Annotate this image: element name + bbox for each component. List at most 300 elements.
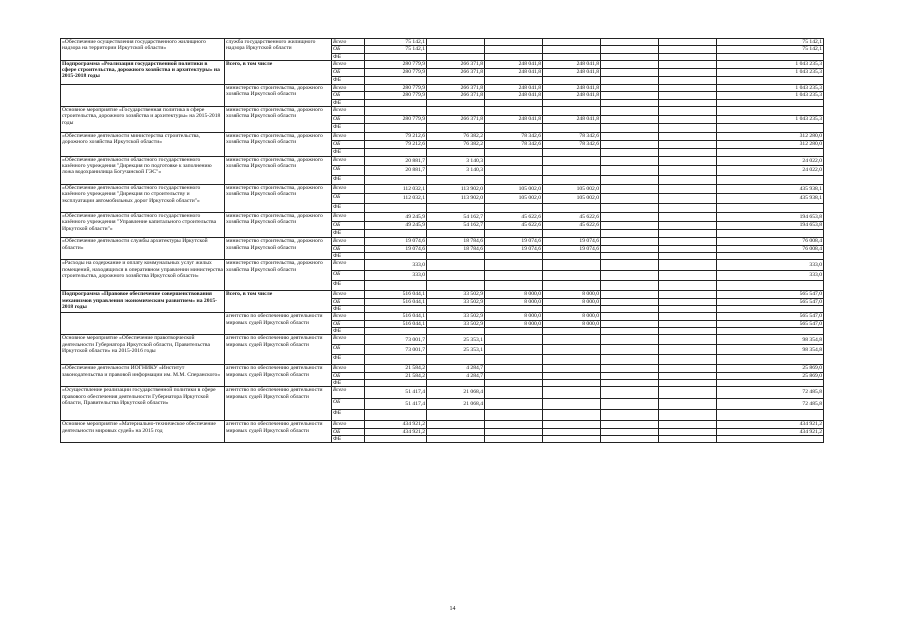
amount-cell — [485, 409, 543, 420]
amount-cell — [659, 148, 717, 156]
amount-cell — [543, 260, 601, 270]
table-row — [61, 291, 824, 298]
table-row — [61, 335, 824, 345]
amount-cell: 49 245,9 — [365, 221, 427, 229]
amount-cell: 51 417,4 — [365, 387, 427, 398]
amount-cell — [427, 327, 485, 334]
amount-cell — [659, 260, 717, 270]
amount-cell — [601, 320, 659, 327]
amount-cell — [601, 53, 659, 60]
amount-cell — [601, 398, 659, 409]
amount-cell: 248 041,8 — [543, 85, 601, 92]
budget-table — [60, 38, 824, 443]
amount-cell — [659, 306, 717, 313]
amount-cell — [427, 355, 485, 365]
funding-source-cell: Всего — [332, 313, 365, 320]
amount-cell — [427, 306, 485, 313]
amount-cell — [601, 421, 659, 428]
amount-cell: 54 162,7 — [427, 213, 485, 221]
amount-cell — [601, 185, 659, 194]
amount-cell — [543, 281, 601, 291]
funding-source-cell: ФБ — [332, 327, 365, 334]
amount-cell: 8 000,0 — [543, 320, 601, 327]
amount-cell — [365, 203, 427, 212]
amount-cell: 112 032,1 — [365, 194, 427, 203]
amount-cell — [601, 46, 659, 53]
measure-name-cell: «Обеспечение деятельности ИОГНИКУ «Институт законодательства и правовой информации им. М.М. Сперанского» — [61, 365, 225, 387]
table-row — [61, 107, 824, 116]
amount-cell — [601, 99, 659, 106]
amount-cell: 45 622,6 — [543, 221, 601, 229]
amount-cell — [601, 166, 659, 175]
funding-source-cell: ФБ — [332, 229, 365, 237]
amount-cell: 19 074,6 — [543, 245, 601, 252]
amount-cell — [659, 132, 717, 140]
amount-cell — [543, 166, 601, 175]
amount-cell — [485, 124, 543, 133]
amount-cell: 73 001,7 — [365, 335, 427, 345]
executor-cell: агентство по обеспечению деятельности мировых судей Иркутской области — [225, 313, 332, 335]
table-row — [61, 39, 824, 46]
amount-cell: 266 371,8 — [427, 115, 485, 124]
executor-cell: министерство строительства, дорожного хозяйства Иркутской области — [225, 213, 332, 238]
amount-cell — [601, 203, 659, 212]
amount-cell — [659, 213, 717, 221]
amount-cell: 105 002,0 — [543, 194, 601, 203]
amount-cell: 19 074,6 — [543, 238, 601, 245]
funding-source-cell: Всего — [332, 335, 365, 345]
amount-cell — [543, 435, 601, 442]
executor-cell: агентство по обеспечению деятельности мировых судей Иркутской области — [225, 421, 332, 443]
amount-cell — [427, 107, 485, 116]
amount-cell — [427, 252, 485, 259]
amount-cell — [717, 203, 824, 212]
amount-cell — [659, 60, 717, 68]
amount-cell — [601, 77, 659, 85]
amount-cell — [543, 306, 601, 313]
amount-cell — [601, 252, 659, 259]
amount-cell — [659, 252, 717, 259]
amount-cell: 1 043 235,3 — [717, 60, 824, 68]
amount-cell — [659, 335, 717, 345]
amount-cell — [543, 355, 601, 365]
amount-cell: 25 353,1 — [427, 335, 485, 345]
amount-cell — [601, 270, 659, 280]
amount-cell: 248 041,8 — [485, 60, 543, 68]
amount-cell — [485, 77, 543, 85]
amount-cell — [427, 46, 485, 53]
amount-cell — [601, 221, 659, 229]
amount-cell — [485, 380, 543, 387]
amount-cell: 78 342,6 — [543, 140, 601, 148]
amount-cell — [659, 245, 717, 252]
executor-cell: министерство строительства, дорожного хозяйства Иркутской области — [225, 156, 332, 184]
amount-cell — [659, 99, 717, 106]
amount-cell — [601, 229, 659, 237]
funding-source-cell: ОБ — [332, 428, 365, 435]
amount-cell: 8 000,0 — [543, 291, 601, 298]
amount-cell — [485, 345, 543, 355]
amount-cell: 21 068,4 — [427, 398, 485, 409]
executor-cell: Всего, в том числе — [225, 60, 332, 84]
amount-cell — [485, 270, 543, 280]
funding-source-cell: Всего — [332, 291, 365, 298]
funding-source-cell: Всего — [332, 421, 365, 428]
measure-name-cell: «Обеспечение деятельности службы архитектуры Иркутской области» — [61, 238, 225, 260]
amount-cell: 33 502,9 — [427, 298, 485, 305]
funding-source-cell: ФБ — [332, 175, 365, 184]
funding-source-cell: ФБ — [332, 124, 365, 133]
amount-cell — [543, 53, 601, 60]
amount-cell — [543, 39, 601, 46]
amount-cell — [659, 320, 717, 327]
amount-cell: 565 547,0 — [717, 291, 824, 298]
amount-cell: 72 485,8 — [717, 398, 824, 409]
table-row — [61, 365, 824, 372]
amount-cell — [485, 46, 543, 53]
amount-cell — [427, 281, 485, 291]
amount-cell — [485, 53, 543, 60]
amount-cell — [485, 107, 543, 116]
amount-cell — [601, 435, 659, 442]
amount-cell — [601, 428, 659, 435]
amount-cell: 21 584,2 — [365, 365, 427, 372]
amount-cell — [543, 156, 601, 165]
measure-name-cell: «Обеспечение деятельности областного государственного казённого учреждения "Дирекция по подготовке к заполнению ложа водохранилища Богучанской ГЭС"» — [61, 156, 225, 184]
amount-cell — [365, 229, 427, 237]
amount-cell — [601, 60, 659, 68]
executor-cell: служба государственного жилищного надзора Иркутской области — [225, 39, 332, 61]
executor-cell: министерство строительства, дорожного хозяйства Иркутской области — [225, 107, 332, 133]
amount-cell: 248 041,8 — [485, 68, 543, 76]
amount-cell: 75 142,1 — [717, 39, 824, 46]
amount-cell: 280 779,9 — [365, 92, 427, 99]
amount-cell — [601, 85, 659, 92]
amount-cell — [659, 53, 717, 60]
amount-cell: 435 938,1 — [717, 185, 824, 194]
amount-cell — [717, 53, 824, 60]
amount-cell — [601, 260, 659, 270]
amount-cell: 280 779,9 — [365, 60, 427, 68]
amount-cell — [485, 203, 543, 212]
amount-cell: 18 784,6 — [427, 238, 485, 245]
amount-cell: 76 382,2 — [427, 132, 485, 140]
amount-cell: 75 142,1 — [717, 46, 824, 53]
amount-cell — [659, 140, 717, 148]
amount-cell — [717, 306, 824, 313]
amount-cell — [485, 428, 543, 435]
amount-cell — [717, 409, 824, 420]
measure-name-cell: Основное мероприятие «Государственная политика в сфере строительства, дорожного хозяйства и архитектуры» на 2015-2018 годы — [61, 107, 225, 133]
amount-cell — [427, 77, 485, 85]
funding-source-cell: Всего — [332, 365, 365, 372]
amount-cell — [717, 175, 824, 184]
amount-cell — [485, 99, 543, 106]
amount-cell — [601, 306, 659, 313]
amount-cell: 113 902,0 — [427, 185, 485, 194]
amount-cell: 33 502,9 — [427, 313, 485, 320]
amount-cell: 21 584,2 — [365, 372, 427, 379]
amount-cell — [601, 372, 659, 379]
amount-cell — [543, 270, 601, 280]
amount-cell — [659, 238, 717, 245]
amount-cell — [659, 421, 717, 428]
table-row — [61, 60, 824, 68]
amount-cell — [427, 175, 485, 184]
amount-cell: 24 022,0 — [717, 156, 824, 165]
funding-source-cell: Всего — [332, 238, 365, 245]
amount-cell: 4 284,7 — [427, 372, 485, 379]
amount-cell — [543, 203, 601, 212]
amount-cell — [659, 327, 717, 334]
amount-cell — [659, 194, 717, 203]
amount-cell: 280 779,9 — [365, 115, 427, 124]
table-row — [61, 238, 824, 245]
amount-cell: 565 547,0 — [717, 320, 824, 327]
table-row — [61, 213, 824, 221]
amount-cell — [659, 39, 717, 46]
amount-cell — [543, 365, 601, 372]
funding-source-cell: Всего — [332, 213, 365, 221]
amount-cell — [659, 409, 717, 420]
table-row — [61, 421, 824, 428]
amount-cell: 280 779,9 — [365, 85, 427, 92]
amount-cell — [659, 85, 717, 92]
amount-cell — [659, 345, 717, 355]
amount-cell — [601, 409, 659, 420]
page-number: 14 — [449, 606, 456, 612]
amount-cell: 266 371,8 — [427, 60, 485, 68]
amount-cell — [659, 175, 717, 184]
funding-source-cell: Всего — [332, 39, 365, 46]
amount-cell — [659, 92, 717, 99]
funding-source-cell: ОБ — [332, 140, 365, 148]
amount-cell: 1 043 235,3 — [717, 68, 824, 76]
amount-cell — [717, 77, 824, 85]
amount-cell — [485, 398, 543, 409]
amount-cell — [601, 335, 659, 345]
amount-cell — [717, 281, 824, 291]
amount-cell: 33 502,9 — [427, 291, 485, 298]
amount-cell: 248 041,8 — [543, 115, 601, 124]
funding-source-cell: ОБ — [332, 46, 365, 53]
amount-cell — [659, 156, 717, 165]
amount-cell: 76 008,4 — [717, 245, 824, 252]
amount-cell: 4 284,7 — [427, 365, 485, 372]
amount-cell — [543, 77, 601, 85]
amount-cell — [543, 421, 601, 428]
amount-cell: 19 074,6 — [485, 238, 543, 245]
funding-source-cell: Всего — [332, 260, 365, 270]
amount-cell — [601, 92, 659, 99]
amount-cell — [601, 327, 659, 334]
amount-cell — [659, 298, 717, 305]
amount-cell: 8 000,0 — [485, 298, 543, 305]
amount-cell — [601, 380, 659, 387]
amount-cell — [717, 327, 824, 334]
funding-source-cell: ФБ — [332, 281, 365, 291]
amount-cell: 8 000,0 — [543, 313, 601, 320]
funding-source-cell: ФБ — [332, 99, 365, 106]
funding-source-cell: ФБ — [332, 252, 365, 259]
amount-cell: 312 280,0 — [717, 132, 824, 140]
amount-cell — [659, 387, 717, 398]
amount-cell: 248 041,8 — [485, 92, 543, 99]
amount-cell: 113 902,0 — [427, 194, 485, 203]
amount-cell — [427, 409, 485, 420]
amount-cell: 76 382,2 — [427, 140, 485, 148]
amount-cell — [543, 99, 601, 106]
amount-cell: 72 485,8 — [717, 387, 824, 398]
amount-cell: 25 353,1 — [427, 345, 485, 355]
amount-cell — [601, 355, 659, 365]
amount-cell: 434 921,2 — [717, 428, 824, 435]
funding-source-cell: ОБ — [332, 166, 365, 175]
amount-cell — [717, 380, 824, 387]
table-row — [61, 313, 824, 320]
amount-cell: 266 371,8 — [427, 85, 485, 92]
amount-cell — [543, 252, 601, 259]
amount-cell — [485, 156, 543, 165]
amount-cell — [717, 124, 824, 133]
amount-cell: 3 140,3 — [427, 166, 485, 175]
amount-cell: 516 044,1 — [365, 313, 427, 320]
amount-cell: 79 212,6 — [365, 140, 427, 148]
amount-cell: 3 140,3 — [427, 156, 485, 165]
amount-cell — [543, 107, 601, 116]
amount-cell: 20 881,7 — [365, 156, 427, 165]
amount-cell: 280 779,9 — [365, 68, 427, 76]
executor-cell: агентство по обеспечению деятельности мировых судей Иркутской области — [225, 365, 332, 387]
amount-cell — [543, 380, 601, 387]
amount-cell — [485, 306, 543, 313]
amount-cell: 516 044,1 — [365, 320, 427, 327]
amount-cell — [659, 185, 717, 194]
funding-source-cell: ОБ — [332, 92, 365, 99]
amount-cell: 194 653,8 — [717, 213, 824, 221]
funding-source-cell: ФБ — [332, 203, 365, 212]
amount-cell — [601, 156, 659, 165]
amount-cell: 333,0 — [717, 260, 824, 270]
amount-cell: 73 001,7 — [365, 345, 427, 355]
measure-name-cell: Подпрограмма «Реализация государственной политики в сфере строительства, дорожного хозяйства и архитектуры» на 2015-2018 годы — [61, 60, 225, 84]
amount-cell: 45 622,6 — [543, 213, 601, 221]
amount-cell: 312 280,0 — [717, 140, 824, 148]
amount-cell: 8 000,0 — [543, 298, 601, 305]
amount-cell: 105 002,0 — [543, 185, 601, 194]
amount-cell — [543, 409, 601, 420]
amount-cell — [427, 99, 485, 106]
amount-cell — [485, 372, 543, 379]
amount-cell — [659, 291, 717, 298]
funding-source-cell: Всего — [332, 107, 365, 116]
amount-cell — [365, 355, 427, 365]
amount-cell — [543, 372, 601, 379]
amount-cell — [659, 398, 717, 409]
amount-cell — [365, 77, 427, 85]
amount-cell: 19 074,6 — [365, 245, 427, 252]
funding-source-cell: ОБ — [332, 345, 365, 355]
funding-source-cell: ОБ — [332, 115, 365, 124]
amount-cell — [543, 46, 601, 53]
amount-cell — [427, 421, 485, 428]
amount-cell — [659, 77, 717, 85]
amount-cell — [427, 39, 485, 46]
funding-source-cell: ОБ — [332, 398, 365, 409]
amount-cell — [485, 175, 543, 184]
amount-cell: 19 074,6 — [485, 245, 543, 252]
amount-cell: 516 044,1 — [365, 291, 427, 298]
amount-cell — [717, 252, 824, 259]
amount-cell: 105 002,0 — [485, 194, 543, 203]
amount-cell — [485, 252, 543, 259]
funding-source-cell: ОБ — [332, 68, 365, 76]
amount-cell — [427, 435, 485, 442]
executor-cell: министерство строительства, дорожного хозяйства Иркутской области — [225, 132, 332, 156]
funding-source-cell: Всего — [332, 132, 365, 140]
amount-cell: 98 354,8 — [717, 345, 824, 355]
amount-cell — [717, 355, 824, 365]
measure-name-cell: «Обеспечение деятельности областного государственного казённого учреждения "Управление капитального строительства Иркутской области"» — [61, 213, 225, 238]
amount-cell: 24 022,0 — [717, 166, 824, 175]
table-row — [61, 185, 824, 194]
amount-cell: 105 002,0 — [485, 185, 543, 194]
amount-cell — [601, 68, 659, 76]
amount-cell: 248 041,8 — [543, 68, 601, 76]
amount-cell: 1 043 235,3 — [717, 92, 824, 99]
amount-cell: 8 000,0 — [485, 320, 543, 327]
amount-cell — [365, 99, 427, 106]
amount-cell: 45 622,6 — [485, 213, 543, 221]
amount-cell: 54 162,7 — [427, 221, 485, 229]
amount-cell: 51 417,4 — [365, 398, 427, 409]
amount-cell — [659, 313, 717, 320]
funding-source-cell: Всего — [332, 185, 365, 194]
amount-cell — [601, 365, 659, 372]
amount-cell — [427, 229, 485, 237]
amount-cell: 19 074,6 — [365, 238, 427, 245]
funding-source-cell: ФБ — [332, 77, 365, 85]
amount-cell: 194 653,8 — [717, 221, 824, 229]
amount-cell: 20 881,7 — [365, 166, 427, 175]
funding-source-cell: Всего — [332, 85, 365, 92]
amount-cell: 248 041,8 — [485, 85, 543, 92]
amount-cell — [543, 335, 601, 345]
amount-cell — [543, 428, 601, 435]
amount-cell — [601, 140, 659, 148]
amount-cell: 333,0 — [365, 270, 427, 280]
amount-cell — [601, 124, 659, 133]
amount-cell: 78 342,6 — [543, 132, 601, 140]
amount-cell: 98 354,8 — [717, 335, 824, 345]
amount-cell — [717, 148, 824, 156]
funding-source-cell: ОБ — [332, 194, 365, 203]
amount-cell — [659, 107, 717, 116]
executor-cell: агентство по обеспечению деятельности мировых судей Иркутской области — [225, 387, 332, 421]
amount-cell — [485, 39, 543, 46]
amount-cell — [427, 428, 485, 435]
amount-cell — [365, 53, 427, 60]
amount-cell — [601, 175, 659, 184]
amount-cell: 75 142,1 — [365, 46, 427, 53]
funding-source-cell: ФБ — [332, 380, 365, 387]
amount-cell — [601, 298, 659, 305]
amount-cell: 18 784,6 — [427, 245, 485, 252]
amount-cell: 33 502,9 — [427, 320, 485, 327]
measure-name-cell: Основное мероприятие «Обеспечение правотворческой деятельности Губернатора Иркутской области, Правительства Иркутской области» на 2015-2016 годы — [61, 335, 225, 365]
amount-cell: 8 000,0 — [485, 313, 543, 320]
amount-cell — [485, 387, 543, 398]
